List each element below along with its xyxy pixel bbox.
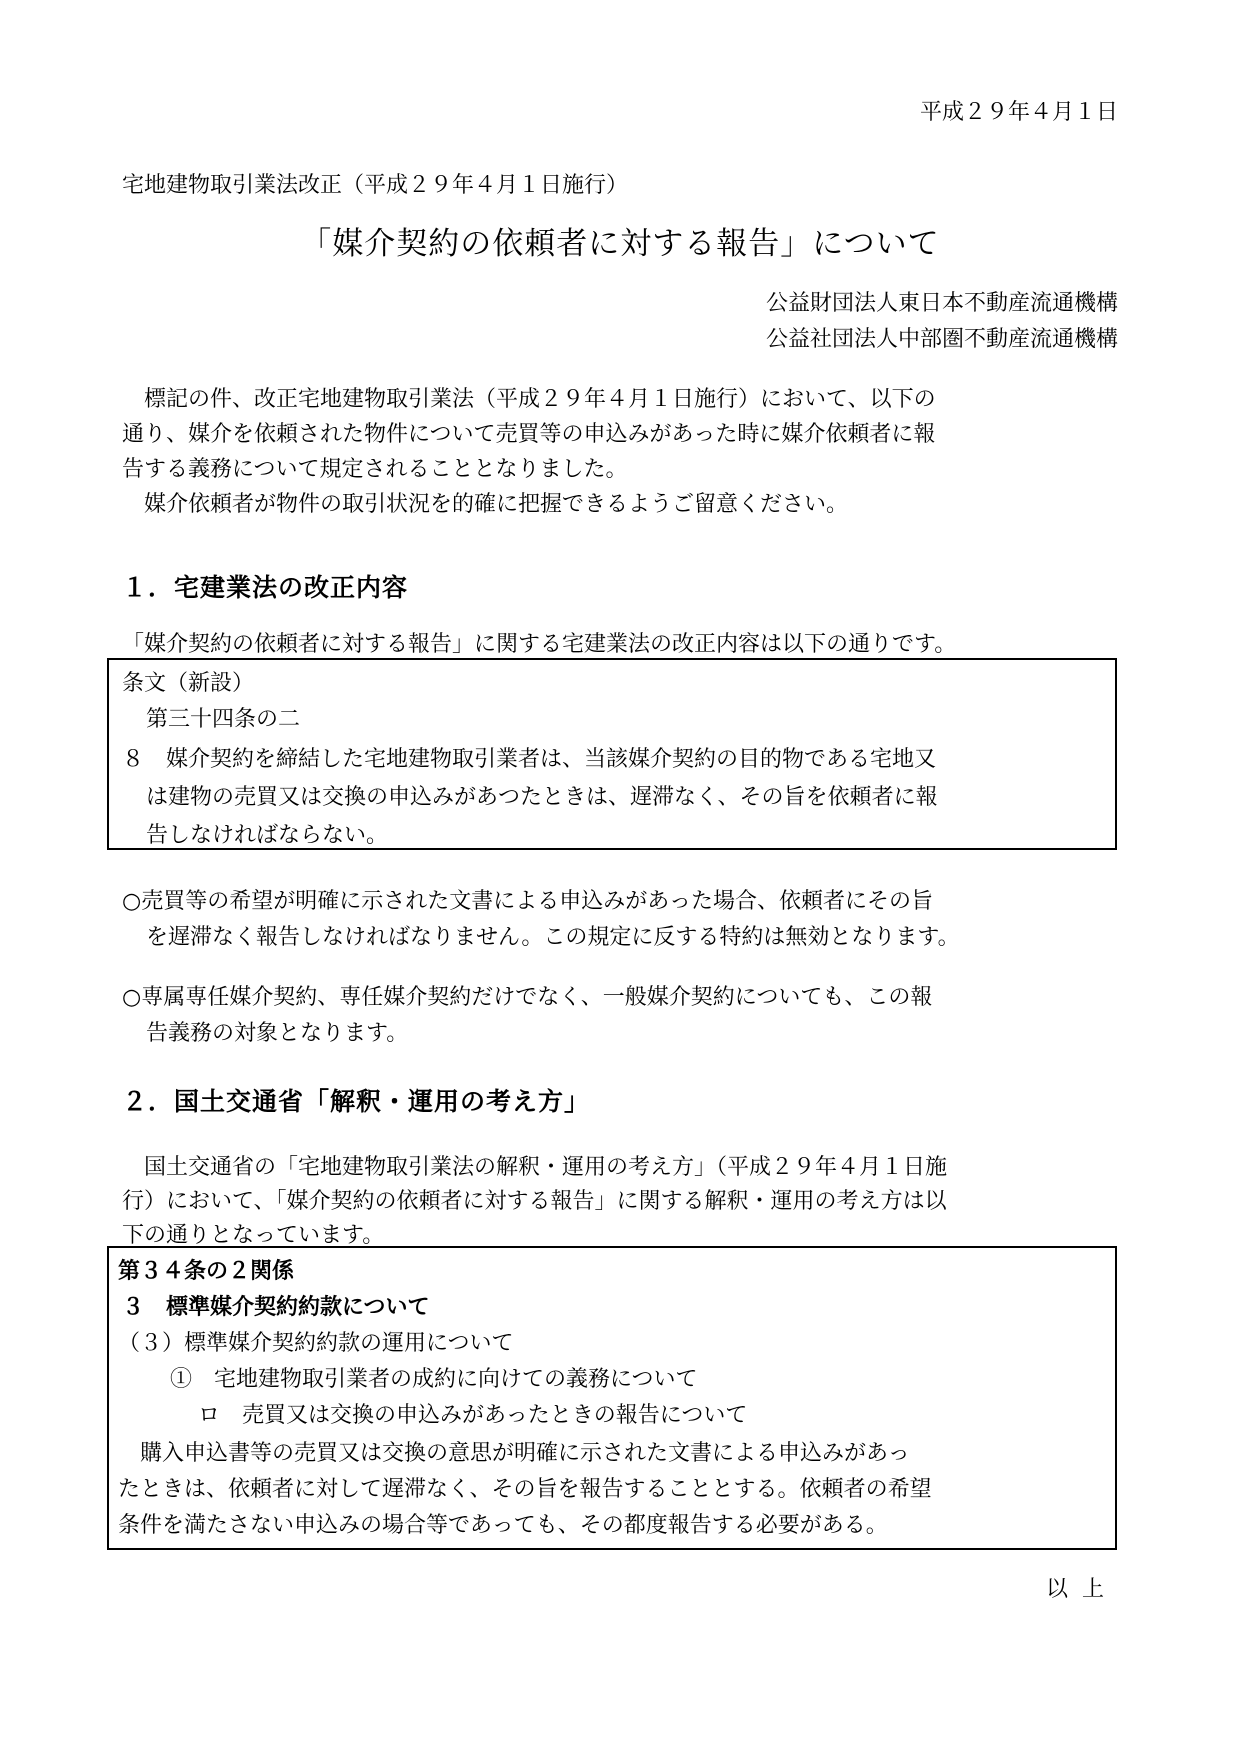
law-item-line: ８ 媒介契約を締結した宅地建物取引業者は、当該媒介契約の目的物である宅地又 xyxy=(122,747,937,772)
law-box-label: 条文（新設） xyxy=(122,671,255,696)
section-lead-line: 国土交通省の「宅地建物取引業法の解釈・運用の考え方」（平成２９年４月１日施 xyxy=(122,1155,948,1180)
document-date: 平成２９年４月１日 xyxy=(919,100,1118,125)
document-subtitle: 宅地建物取引業法改正（平成２９年４月１日施行） xyxy=(122,173,629,198)
guideline-body-line: 購入申込書等の売買又は交換の意思が明確に示された文書による申込みがあっ xyxy=(118,1441,910,1466)
organization-name: 公益社団法人中部圏不動産流通機構 xyxy=(765,327,1118,352)
section-lead-line: 下の通りとなっています。 xyxy=(122,1223,385,1248)
guideline-point: ロ 売買又は交換の申込みがあったときの報告について xyxy=(198,1403,748,1428)
intro-line: 標記の件、改正宅地建物取引業法（平成２９年４月１日施行）において、以下の xyxy=(122,387,936,412)
guideline-body-line: たときは、依頼者に対して遅滞なく、その旨を報告することとする。依頼者の希望 xyxy=(118,1477,932,1502)
intro-line: 告する義務について規定されることとなりました。 xyxy=(122,457,628,482)
intro-line: 通り、媒介を依頼された物件について売買等の申込みがあった時に媒介依頼者に報 xyxy=(122,422,936,447)
guideline-item: ３ 標準媒介契約約款について xyxy=(122,1294,430,1320)
section-heading: １．宅建業法の改正内容 xyxy=(122,573,409,602)
guideline-subsub: ① 宅地建物取引業者の成約に向けての義務について xyxy=(170,1367,698,1392)
note-line: 告義務の対象となります。 xyxy=(146,1021,409,1046)
note-line: を遅滞なく報告しなければなりません。この規定に反する特約は無効となります。 xyxy=(146,925,960,950)
law-item-line: 告しなければならない。 xyxy=(146,823,389,848)
note-line: ○専属専任媒介契約、専任媒介契約だけでなく、一般媒介契約についても、この報 xyxy=(122,985,933,1010)
document-title: 「媒介契約の依頼者に対する報告」について xyxy=(300,226,940,262)
section-lead: 「媒介契約の依頼者に対する報告」に関する宅建業法の改正内容は以下の通りです。 xyxy=(122,632,957,657)
section-heading: ２．国土交通省「解釈・運用の考え方」 xyxy=(122,1087,591,1116)
note-line: ○売買等の希望が明確に示された文書による申込みがあった場合、依頼者にその旨 xyxy=(122,889,933,914)
section-lead-line: 行）において、「媒介契約の依頼者に対する報告」に関する解釈・運用の考え方は以 xyxy=(122,1189,947,1214)
law-item-line: は建物の売買又は交換の申込みがあつたときは、遅滞なく、その旨を依頼者に報 xyxy=(146,785,938,810)
guideline-title: 第３４条の２関係 xyxy=(118,1258,295,1284)
guideline-sub: （３）標準媒介契約約款の運用について xyxy=(118,1331,514,1356)
document-end-mark: 以上 xyxy=(1045,1577,1118,1602)
organization-name: 公益財団法人東日本不動産流通機構 xyxy=(765,291,1118,316)
intro-line: 媒介依頼者が物件の取引状況を的確に把握できるようご留意ください。 xyxy=(122,492,849,517)
guideline-body-line: 条件を満たさない申込みの場合等であっても、その都度報告する必要がある。 xyxy=(118,1513,888,1538)
law-article: 第三十四条の二 xyxy=(146,707,301,732)
